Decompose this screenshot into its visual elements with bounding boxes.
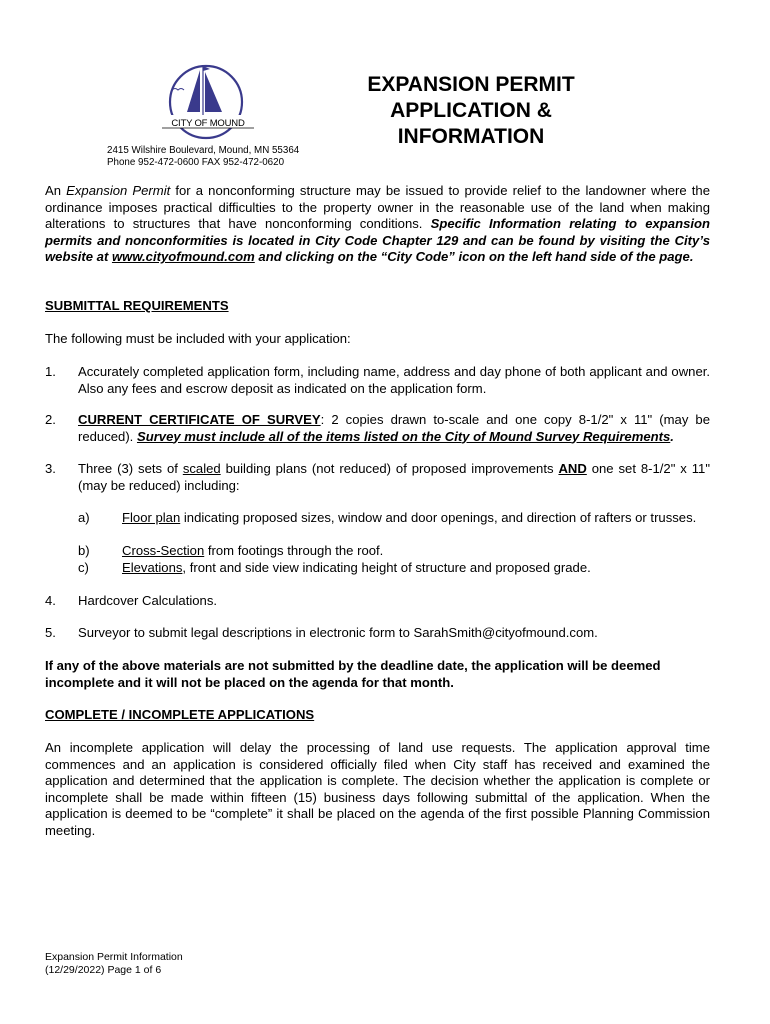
sub-list-label: c) [78, 560, 89, 575]
list-item: Accurately completed application form, including name, address and day phone of both applicant and owner. Also any fees and escrow deposit as indicated on the application form. [78, 364, 710, 396]
city-website-link[interactable]: www.cityofmound.com [111, 249, 255, 264]
list-number: 1. [45, 364, 56, 379]
list-number: 4. [45, 593, 56, 608]
list-item: Three (3) sets of scaled building plans (not reduced) of proposed improvements AND one set 8-1/2" x 11" (may be reduced) including: [78, 461, 710, 493]
sub-list-item: Elevations, front and side view indicating height of structure and proposed grade. [122, 560, 591, 575]
list-number: 5. [45, 625, 56, 640]
list-item: CURRENT CERTIFICATE OF SURVEY: 2 copies drawn to-scale and one copy 8-1/2" x 11" (may be reduced). Survey must include all of the items listed on the City of Mound Survey Requirements. [78, 412, 710, 444]
city-logo [158, 62, 258, 142]
intro-paragraph: An Expansion Permit for a nonconforming structure may be issued to provide relief to the landowner where the ordinance imposes practical difficulties to the property owner in the reasonable use of the land when making alterations to structures that have nonconforming conditions. Specific Information relating to expansion permits and nonconformities is located in City Code Chapter 129 and can be found by visiting the City’s website at www.cityofmound.com and clicking on the “City Code” icon on the left hand side of the page. [45, 183, 711, 264]
logo-text: CITY OF MOUND [171, 118, 245, 129]
complete-paragraph: An incomplete application will delay the processing of land use requests. The application approval time commences and an application is considered officially filed when City staff has received and examined the application and determined that the application is complete. The decision whether the application is complete or incomplete shall be made within fifteen (15) business days following submittal of the application. When the application is deemed to be “complete” it shall be placed on the agenda of the first possible Planning Commission meeting. [45, 740, 710, 838]
address-line: 2415 Wilshire Boulevard, Mound, MN 55364 [107, 145, 300, 156]
sub-list-label: a) [78, 510, 90, 525]
list-item: Hardcover Calculations. [78, 593, 217, 608]
complete-heading: COMPLETE / INCOMPLETE APPLICATIONS [45, 707, 315, 722]
list-item: Surveyor to submit legal descriptions in electronic form to SarahSmith@cityofmound.com. [78, 625, 598, 640]
city-address [107, 145, 299, 169]
page-footer: Expansion Permit Information (12/29/2022) Page 1 of 6 [45, 951, 183, 976]
list-number: 3. [45, 461, 56, 476]
page-title: EXPANSION PERMIT APPLICATION & INFORMATION [367, 73, 575, 148]
sub-list-label: b) [78, 543, 90, 558]
list-number: 2. [45, 412, 56, 427]
sub-list-item: Floor plan indicating proposed sizes, window and door openings, and direction of rafters or trusses. [122, 510, 697, 525]
sub-list-item: Cross-Section from footings through the roof. [122, 543, 384, 558]
phone-fax-line: Phone 952-472-0600 FAX 952-472-0620 [107, 157, 285, 168]
submittal-heading: SUBMITTAL REQUIREMENTS [45, 298, 229, 313]
deadline-warning: If any of the above materials are not submitted by the deadline date, the application will be deemed incomplete and it will not be placed on the agenda for that month. [45, 658, 661, 690]
submittal-lead: The following must be included with your application: [45, 331, 351, 346]
